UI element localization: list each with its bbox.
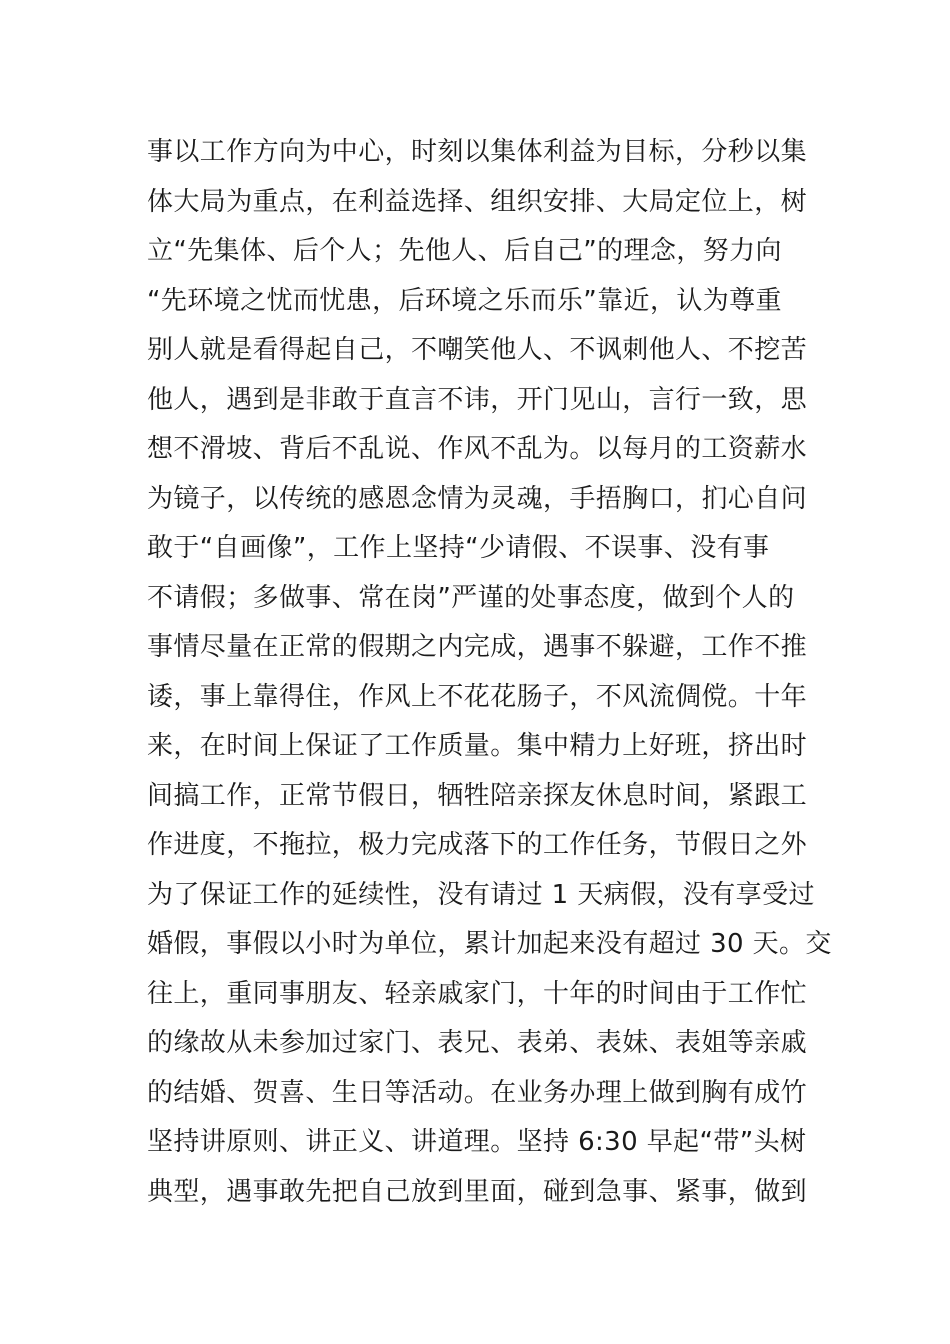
- text-line: 往上，重同事朋友、轻亲戚家门，十年的时间由于工作忙: [147, 978, 808, 1009]
- text-line: 的结婚、贺喜、生日等活动。在业务办理上做到胸有成竹: [147, 1077, 808, 1108]
- text-line: 不请假；多做事、常在岗”严谨的处事态度，做到个人的: [147, 582, 795, 613]
- text-line: 坚持讲原则、讲正义、讲道理。坚持 6:30 早起“带”头树: [147, 1127, 807, 1157]
- text-line: 的缘故从未参加过家门、表兄、表弟、表妹、表姐等亲戚: [147, 1028, 808, 1058]
- body-paragraph: [147, 128, 832, 1217]
- text-line: 敢于“自画像”，工作上坚持“少请假、不误事、没有事: [147, 533, 770, 563]
- text-line: 为镜子，以传统的感恩念情为灵魂，手捂胸口，扪心自问: [147, 483, 808, 514]
- text-line: 事情尽量在正常的假期之内完成，遇事不躲避，工作不推: [147, 632, 808, 662]
- text-line: 间搞工作，正常节假日，牺牲陪亲探友休息时间，紧跟工: [147, 780, 808, 811]
- text-line: 立“先集体、后个人；先他人、后自己”的理念，努力向: [147, 236, 782, 266]
- text-line: 体大局为重点，在利益选择、组织安排、大局定位上，树: [147, 186, 808, 217]
- text-line: 为了保证工作的延续性，没有请过 1 天病假，没有享受过: [147, 879, 815, 910]
- text-line: 想不滑坡、背后不乱说、作风不乱为。以每月的工资薪水: [147, 434, 808, 464]
- text-line: 别人就是看得起自己，不嘲笑他人、不讽刺他人、不挖苦: [147, 335, 808, 365]
- text-line: “先环境之忧而忧患，后环境之乐而乐”靠近，认为尊重: [147, 285, 782, 316]
- text-line: 诿，事上靠得住，作风上不花花肠子，不风流倜傥。十年: [147, 681, 808, 712]
- text-line: 他人，遇到是非敢于直言不讳，开门见山，言行一致，思: [147, 384, 808, 415]
- text-line: 事以工作方向为中心，时刻以集体利益为目标，分秒以集: [147, 137, 808, 167]
- text-line: 作进度，不拖拉，极力完成落下的工作任务，节假日之外: [147, 830, 808, 860]
- text-line: 来，在时间上保证了工作质量。集中精力上好班，挤出时: [147, 731, 808, 761]
- text-line: 婚假，事假以小时为单位，累计加起来没有超过 30 天。交: [147, 929, 832, 959]
- text-line: 典型，遇事敢先把自己放到里面，碰到急事、紧事，做到: [147, 1176, 808, 1207]
